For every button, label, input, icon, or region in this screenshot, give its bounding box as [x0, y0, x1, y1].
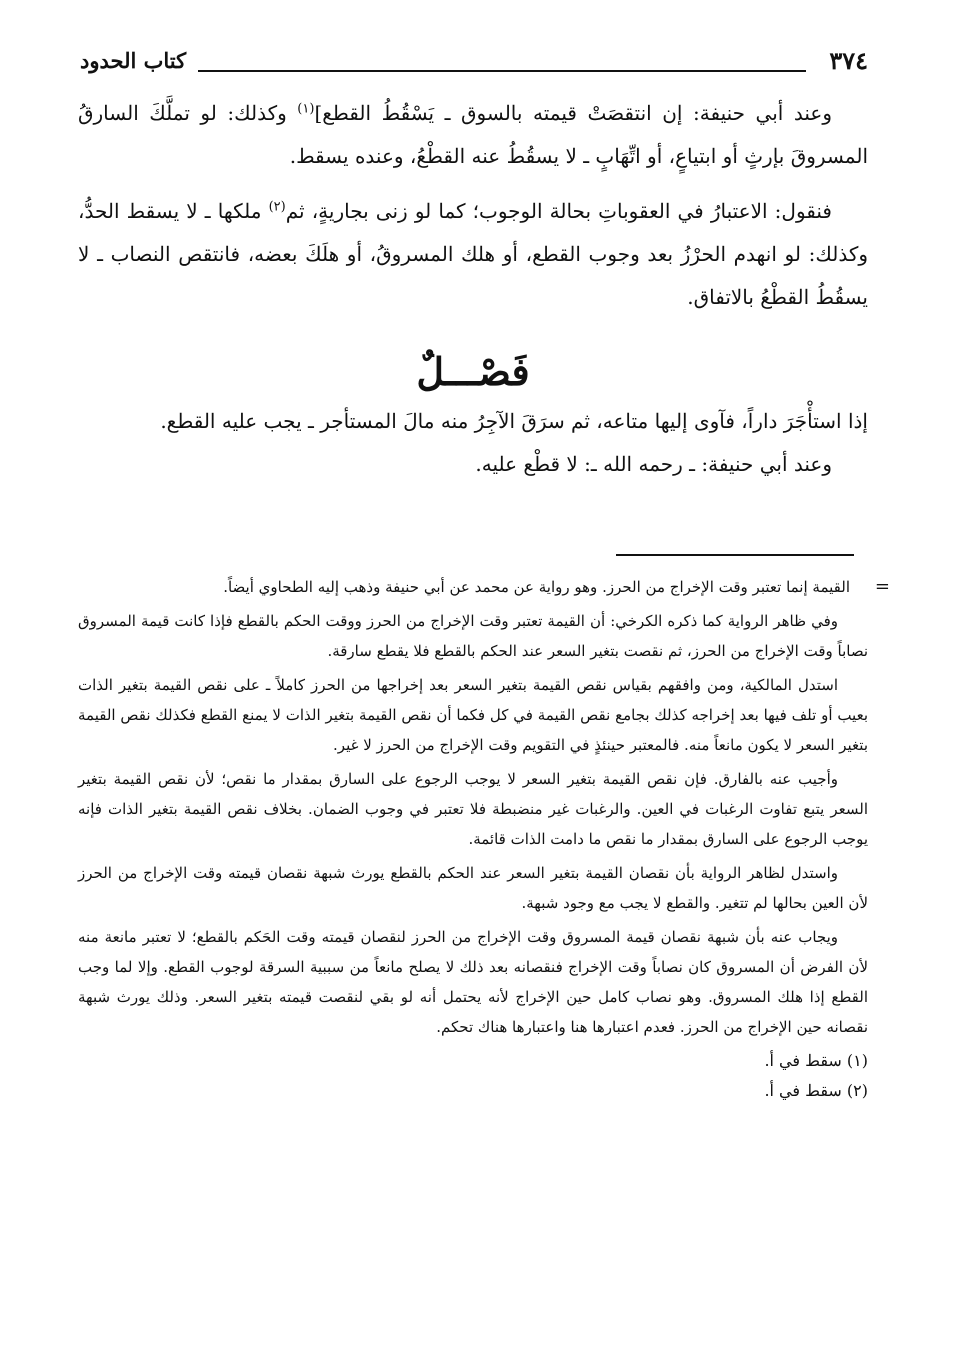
footnote-separator [616, 554, 854, 556]
footnotes [78, 572, 890, 1106]
footnote-2-text: سقط في أ. [764, 1081, 842, 1100]
footnote-2 [78, 1076, 868, 1106]
footnote-ref-2: (٢) [268, 199, 286, 215]
paragraph-4: وعند أبي حنيفة: ـ رحمه الله ـ: لا قطْع عليه. [475, 452, 832, 476]
page-number: ٣٧٤ [829, 46, 868, 75]
running-header [78, 46, 868, 86]
footnote-1-number: (١) [846, 1051, 868, 1070]
footnote-2-number: (٢) [846, 1081, 868, 1100]
book-title: كتاب الحدود [80, 48, 187, 73]
continuation-mark: = [874, 576, 890, 597]
paragraph-1-part-b: وكذلك: لو تملَّكَ السارقُ المسروقَ بإرثٍ أو ابتياعٍ، أو اتِّهَابٍ ـ لا يسقُطُ عنه القطْعُ، وعنده يسقط. [78, 101, 868, 168]
section-heading: فَصْـــلٌ [416, 349, 530, 394]
paragraph-2-part-b: ملكها ـ لا يسقط الحدُّ، وكذلك: لو انهدم الحرْزُ بعد وجوب القطع، أو هلك المسروقُ، أو هلَكَ بعضه، فانتقص النصاب ـ لا يسقُطُ القطْعُ بالاتفاق. [78, 199, 868, 309]
footnote-text-c: استدل المالكية، ومن وافقهم بقياس نقص القيمة بتغير السعر بعد إخراجها من الحرز كاملاً ـ على نقص القيمة بتغير الذات بعيب أو تلف فيها بعد إخراجه كذلك بجامع نقص القيمة في كل فكما أن نقص القيمة بتغير الذات لا يمنع القطع فكذلك نقص القيمة بتغير السعر لا يكون مانعاً منه. فالمعتبر حينئذٍ في التقويم وقت الإخراج من الحرز لا غير. [78, 676, 868, 754]
paragraph-3: إذا استأْجَرَ داراً، فآوى إليها متاعه، ثم سرَقَ الآجِرُ منه مالَ المستأجر ـ يجب عليه القطع. [160, 409, 868, 433]
book-page [78, 40, 890, 1340]
footnote-1-text: سقط في أ. [764, 1051, 842, 1070]
paragraph-1 [78, 92, 868, 178]
footnote-text-e: واستدل لظاهر الرواية بأن نقصان القيمة بتغير السعر عند الحكم بالقطع يورث شبهة نقصان قيمته وقت الإخراج من الحرز لأن العين بحالها لم تتغير. والقطع لا يجب مع وجود شبهة. [78, 864, 868, 912]
footnote-text-a: القيمة إنما تعتبر وقت الإخراج من الحرز. وهو رواية عن محمد عن أبي حنيفة وذهب إليه الطحاوي أيضاً. [223, 578, 850, 596]
paragraph-2-part-a: فنقول: الاعتبارُ في العقوباتِ بحالة الوجوب؛ كما لو زنى بجاريةٍ، ثم [285, 199, 832, 223]
footnote-1 [78, 1046, 868, 1076]
paragraph-1-part-a: وعند أبي حنيفة: إن انتقصَتْ قيمته بالسوق ـ يَسْقُطُ القطع] [314, 101, 833, 125]
paragraph-2 [78, 190, 868, 319]
footnote-text-b: وفي ظاهر الرواية كما ذكره الكرخي: أن القيمة تعتبر وقت الإخراج من الحرز ووقت الحكم بالقطع فإذا كانت قيمة المسروق نصاباً وقت الإخراج من الحرز، ثم نقصت بتغير السعر عند الحكم بالقطع فلا يقطع سارقة. [78, 612, 868, 660]
main-text [78, 92, 868, 486]
footnote-text-f: ويجاب عنه بأن شبهة نقصان قيمة المسروق وقت الإخراج من الحرز لنقصان قيمته وقت الحَكم بالقطع؛ لا تعتبر مانعة منه لأن الفرض أن المسروق كان نصاباً وقت الإخراج فنقصانه بعد ذلك لا يصلح مانعاً من سببية السرقة لوجوب القطع. وإلا لما وجب القطع إذا هلك المسروق. وهو نصاب كامل حين الإخراج لأنه يحتمل أنه لو بقي لنقصت قيمته بتغير السعر. وذلك يورث شبهة نقصانه حين الإخراج من الحرز. فعدم اعتبارها هنا واعتبارها هناك تحكم. [78, 928, 868, 1036]
footnote-continuation [78, 572, 890, 602]
header-rule [198, 70, 806, 72]
footnote-text-d: وأجيب عنه بالفارق. فإن نقص القيمة بتغير السعر لا يوجب الرجوع على السارق بمقدار ما نقص؛ لأن نقص القيمة بتغير السعر يتبع تفاوت الرغبات في العين. والرغبات غير منضبطة فلا تعتبر في وجوب الضمان. بخلاف نقص القيمة بتغير الذات فإنه يوجب الرجوع على السارق بمقدار ما نقص ما دامت الذات قائمة. [78, 770, 868, 848]
footnote-ref-1: (١) [297, 101, 315, 117]
